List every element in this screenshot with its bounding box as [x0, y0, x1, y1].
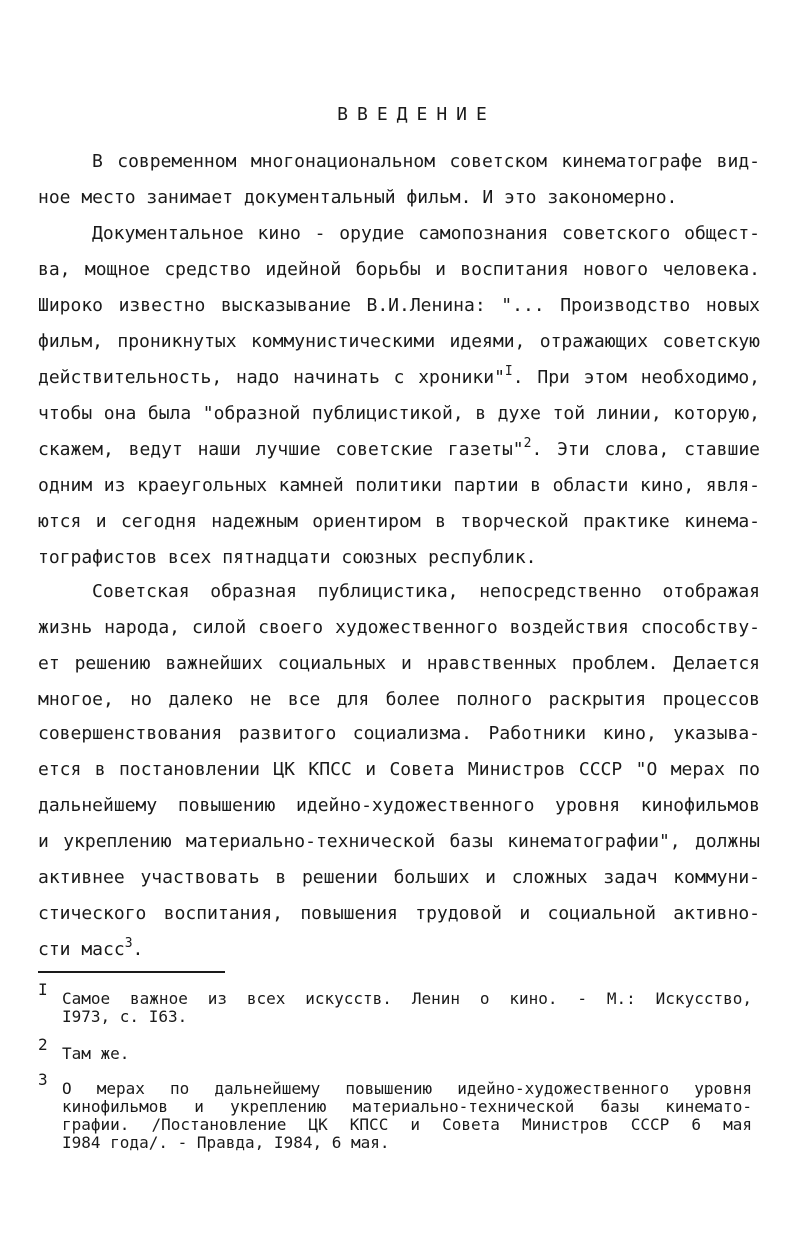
- body-line: ва, мощное средство идейной борьбы и воспитания нового человека.: [38, 259, 760, 280]
- footnote-text: кинофильмов и укреплению материально-технической базы кинемато-: [62, 1097, 752, 1116]
- body-line: многое, но далеко не все для более полного раскрытия процессов: [38, 689, 760, 710]
- body-line: фильм, проникнутых коммунистическими идеями, отражающих советскую: [38, 331, 760, 352]
- body-line: жизнь народа, силой своего художественного воздействия способству-: [38, 617, 760, 638]
- body-line: одним из краеугольных камней политики партии в области кино, явля-: [38, 475, 760, 496]
- line-text: скажем, ведут наши лучшие советские газеты": [38, 439, 524, 460]
- line-text: действительность, надо начинать с хроники": [38, 367, 505, 388]
- footnote-reference: 3: [124, 936, 133, 951]
- body-line: дальнейшему повышению идейно-художественного уровня кинофильмов: [38, 795, 760, 816]
- line-text: .: [132, 939, 144, 960]
- body-line: ются и сегодня надежным ориентиром в творческой практике кинема-: [38, 511, 760, 532]
- footnote-reference: I: [504, 364, 513, 379]
- page-title: ВВЕДЕНИЕ: [337, 104, 496, 125]
- body-line: ется в постановлении ЦК КПСС и Совета Министров СССР "О мерах по: [38, 759, 760, 780]
- body-line: ное место занимает документальный фильм. И это закономерно.: [38, 187, 678, 208]
- body-line: Советская образная публицистика, непосредственно отображая: [92, 581, 760, 602]
- body-line: [38, 938, 760, 962]
- body-line: В современном многонациональном советском кинематографе вид-: [92, 151, 760, 172]
- footnote-text: I973, с. I63.: [62, 1007, 188, 1026]
- footnote-text: графии. /Постановление ЦК КПСС и Совета Министров СССР 6 мая: [62, 1115, 752, 1134]
- body-line: и укреплению материально-технической базы кинематографии", должны: [38, 831, 760, 852]
- body-line: чтобы она была "образной публицистикой, в духе той линии, которую,: [38, 403, 760, 424]
- footnote-reference: 2: [523, 436, 532, 451]
- body-line: тографистов всех пятнадцати союзных республик.: [38, 547, 537, 568]
- body-line: [38, 366, 760, 390]
- footnote-number: 3: [38, 1070, 48, 1089]
- body-line: Широко известно высказывание В.И.Ленина: "... Производство новых: [38, 295, 760, 316]
- footnote-number: 2: [38, 1035, 48, 1054]
- line-text: . При этом необходимо,: [512, 367, 760, 388]
- line-text: сти масс: [38, 939, 125, 960]
- body-line: ет решению важнейших социальных и нравственных проблем. Делается: [38, 653, 760, 674]
- body-line: совершенствования развитого социализма. Работники кино, указыва-: [38, 723, 760, 744]
- line-text: . Эти слова, ставшие: [531, 439, 760, 460]
- footnote-separator: [38, 971, 225, 973]
- footnote-text: Там же.: [62, 1044, 130, 1063]
- footnote-text: Самое важное из всех искусств. Ленин о кино. - М.: Искусство,: [62, 989, 752, 1008]
- footnote-text: I984 года/. - Правда, I984, 6 мая.: [62, 1133, 390, 1152]
- body-line: [38, 438, 760, 462]
- footnote-text: О мерах по дальнейшему повышению идейно-художественного уровня: [62, 1079, 752, 1098]
- body-line: активнее участвовать в решении больших и сложных задач коммуни-: [38, 867, 760, 888]
- body-line: стического воспитания, повышения трудовой и социальной активно-: [38, 903, 760, 924]
- body-line: Документальное кино - орудие самопознания советского общест-: [92, 223, 760, 244]
- footnote-number: I: [38, 980, 48, 999]
